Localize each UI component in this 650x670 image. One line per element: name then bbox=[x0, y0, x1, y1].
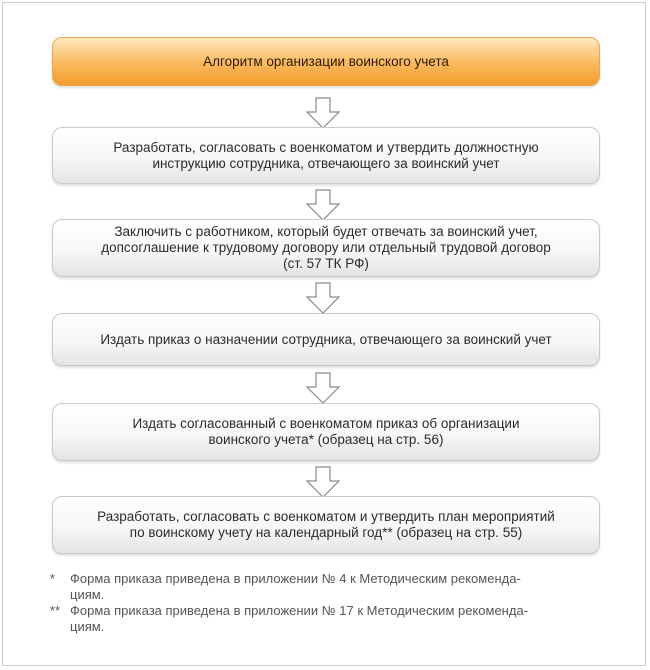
step-text: Издать согласованный с военкоматом приказ об организации воинского учета* (образец на стр. 56) bbox=[132, 416, 520, 447]
step-box-1 bbox=[52, 127, 600, 184]
step-text: Издать приказ о назначении сотрудника, отвечающего за воинский учет bbox=[100, 331, 552, 347]
down-arrow-icon bbox=[306, 466, 340, 498]
footnote-mark: ** bbox=[50, 603, 61, 618]
step-box-3 bbox=[52, 313, 600, 366]
flowchart-title-box bbox=[52, 37, 600, 86]
down-arrow-icon bbox=[306, 282, 340, 314]
footnote-text: Форма приказа приведена в приложении № 4 к Методическим рекоменда- циям. bbox=[70, 571, 521, 602]
step-box-2 bbox=[52, 219, 600, 277]
down-arrow-icon bbox=[306, 97, 340, 129]
down-arrow-icon bbox=[306, 189, 340, 221]
footnote-text: Форма приказа приведена в приложении № 17 к Методическим рекоменда- циям. bbox=[70, 603, 529, 634]
step-box-5 bbox=[52, 496, 600, 554]
footnote bbox=[50, 571, 610, 603]
step-text: Заключить с работником, который будет отвечать за воинский учет, допсоглашение к трудовому договору или отдельный трудовой договор (ст. 57 ТК РФ) bbox=[101, 224, 551, 271]
step-text: Разработать, согласовать с военкоматом и утвердить план мероприятий по воинскому учету на календарный год** (образец на стр. 55) bbox=[97, 509, 555, 540]
step-box-4 bbox=[52, 403, 600, 461]
down-arrow-icon bbox=[306, 372, 340, 404]
flowchart-title: Алгоритм организации воинского учета bbox=[203, 53, 449, 69]
footnotes bbox=[50, 571, 610, 635]
step-text: Разработать, согласовать с военкоматом и утвердить должностную инструкцию сотрудника, отвечающего за воинский учет bbox=[113, 139, 539, 171]
footnote-mark: * bbox=[50, 571, 56, 586]
footnote bbox=[50, 603, 610, 635]
